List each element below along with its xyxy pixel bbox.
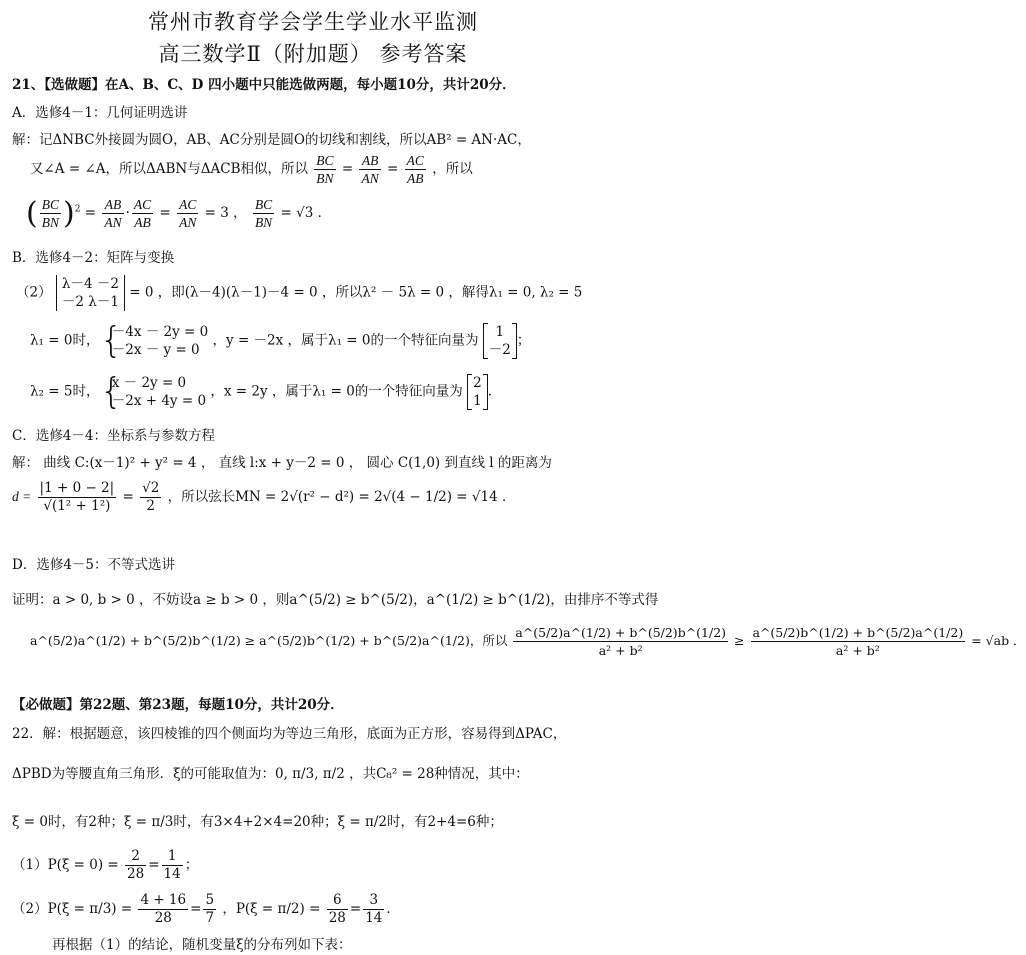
q22-line-3: ξ = 0时，有2种；ξ = π/3时，有3×4+2×4=20种；ξ = π/2时，有2+4=6种； [12, 814, 503, 830]
section-22-heading: 【必做题】第22题、第23题，每题10分，共计20分． [12, 697, 344, 713]
part-b-line-3: λ₂ = 5时， { x － 2y = 0 －2x + 4y = 0 ，x = 2y ，属于λ₁ = 0的一个特征向量为 2 1 ． [30, 374, 501, 410]
equation-system-1: { －4x － 2y = 0 －2x － y = 0 [104, 323, 208, 359]
part-a-line-3: ( $\frac{BC}{BN}$ )$^2$ = $\frac{AB}{AN}$ · $\frac{AC}{AB}$ = $\frac{AC}{AN}$ = 3 ， $\frac{BC}{BN}$ = √3 ． [26, 196, 332, 231]
fraction-ac-ab: $\frac{AC}{AB}$ [406, 153, 424, 186]
part-d-line-2: a^(5/2)a^(1/2) + b^(5/2)b^(1/2) ≥ a^(5/2)b^(1/2) + b^(5/2)a^(1/2)，所以 $\frac{a\^{}(5/2)a\^{}(1/2) + b\^{}(5/2)b\^{}(1/2)}{\text{a² + b²}}$ ≥ $\frac{a\^{}(5/2)b\^{}(1/2) + b\^{}(5/2)a\^{}(1/2)}{\text{a² + b²}}$ = √ab ． [30, 625, 1026, 658]
part-b-heading: B．选修4－2：矩阵与变换 [12, 250, 175, 266]
section-21-heading: 21、【选做题】在A、B、C、D 四小题中只能选做两题，每小题10分，共计20分． [12, 77, 516, 93]
part-a-line-1: 解：记ΔNBC外接圆为圆O，AB、AC分别是圆O的切线和割线，所以AB² = AN·AC， [12, 132, 531, 148]
fraction-bc-bn: $\frac{BC}{BN}$ [316, 153, 334, 186]
eigenvector-1: 1 －2 [483, 323, 517, 359]
equation-system-2: { x － 2y = 0 －2x + 4y = 0 [104, 374, 206, 410]
q22-line-2: ΔPBD为等腰直角三角形．ξ的可能取值为：0, π/3, π/2 ，共C₈² = 28种情况，其中： [12, 766, 529, 782]
part-d-heading: D．选修4－5：不等式选讲 [12, 557, 176, 573]
part-c-heading: C．选修4－4：坐标系与参数方程 [12, 428, 216, 444]
document-subtitle: 高三数学Ⅱ（附加题） 参考答案 [158, 42, 468, 66]
determinant: λ－4 －2 －2 λ－1 [56, 275, 125, 311]
q22-line-1: 22．解：根据题意，该四棱锥的四个侧面均为等边三角形，底面为正方形，容易得到ΔPAC， [12, 726, 567, 742]
part-c-line-2: d = $\frac{|1 + 0 - 2|}{\text{√(1² + 1²)}}$ = $\frac{√2}{2}$ ，所以弦长MN = 2√(r² − d²) = 2√(4 − 1/2) = √14 ． [12, 480, 516, 514]
part-d-line-1: 证明：a > 0, b > 0 ，不妨设a ≥ b > 0 ，则a^(5/2) ≥ b^(5/2)，a^(1/2) ≥ b^(1/2)，由排序不等式得 [12, 592, 659, 608]
eigenvector-2: 2 1 [467, 374, 488, 410]
part-c-line-1: 解： 曲线 C:(x－1)² + y² = 4 ， 直线 l:x + y－2 = 0 ， 圆心 C(1,0) 到直线 l 的距离为 [12, 455, 552, 471]
part-b-line-2: λ₁ = 0时， { －4x － 2y = 0 －2x － y = 0 ，y = －2x ，属于λ₁ = 0的一个特征向量为 1 －2 ； [30, 323, 530, 359]
part-a-line-2: 又∠A = ∠A，所以ΔABN与ΔACB相似，所以 $\frac{BC}{BN}$ = $\frac{AB}{AN}$ = $\frac{AC}{AB}$ ，所以 [30, 153, 473, 186]
part-a-line-2-text: 又∠A = ∠A，所以ΔABN与ΔACB相似，所以 [30, 161, 308, 177]
part-a-heading: A．选修4－1：几何证明选讲 [12, 105, 188, 121]
q22-line-5: （2）P(ξ = π/3) = $\frac{4 + 16}{28}$ = $\frac{5}{7}$ ，P(ξ = π/2) = $\frac{6}{28}$ = $\frac{3}{14}$ ． [12, 892, 400, 926]
distance-fraction: $\frac{|1 + 0 - 2|}{\text{√(1² + 1²)}}$ [39, 480, 115, 514]
fraction-ab-an: $\frac{AB}{AN}$ [361, 153, 379, 186]
q22-line-4: （1）P(ξ = 0) = $\frac{2}{28}$ = $\frac{1}{14}$ ； [12, 848, 199, 882]
part-b-line-1: （2） λ－4 －2 －2 λ－1 = 0 ，即(λ－4)(λ－1)－4 = 0 ，所以λ² － 5λ = 0 ，解得λ₁ = 0, λ₂ = 5 [16, 276, 583, 310]
document-title: 常州市教育学会学生学业水平监测 [148, 10, 478, 34]
inequality-fraction-1: $\frac{a\^{}(5/2)a\^{}(1/2) + b\^{}(5/2)b\^{}(1/2)}{\text{a² + b²}}$ [515, 625, 727, 658]
inequality-fraction-2: $\frac{a\^{}(5/2)b\^{}(1/2) + b\^{}(5/2)a\^{}(1/2)}{\text{a² + b²}}$ [752, 625, 964, 658]
q22-line-6: 再根据（1）的结论，随机变量ξ的分布列如下表： [52, 937, 352, 953]
